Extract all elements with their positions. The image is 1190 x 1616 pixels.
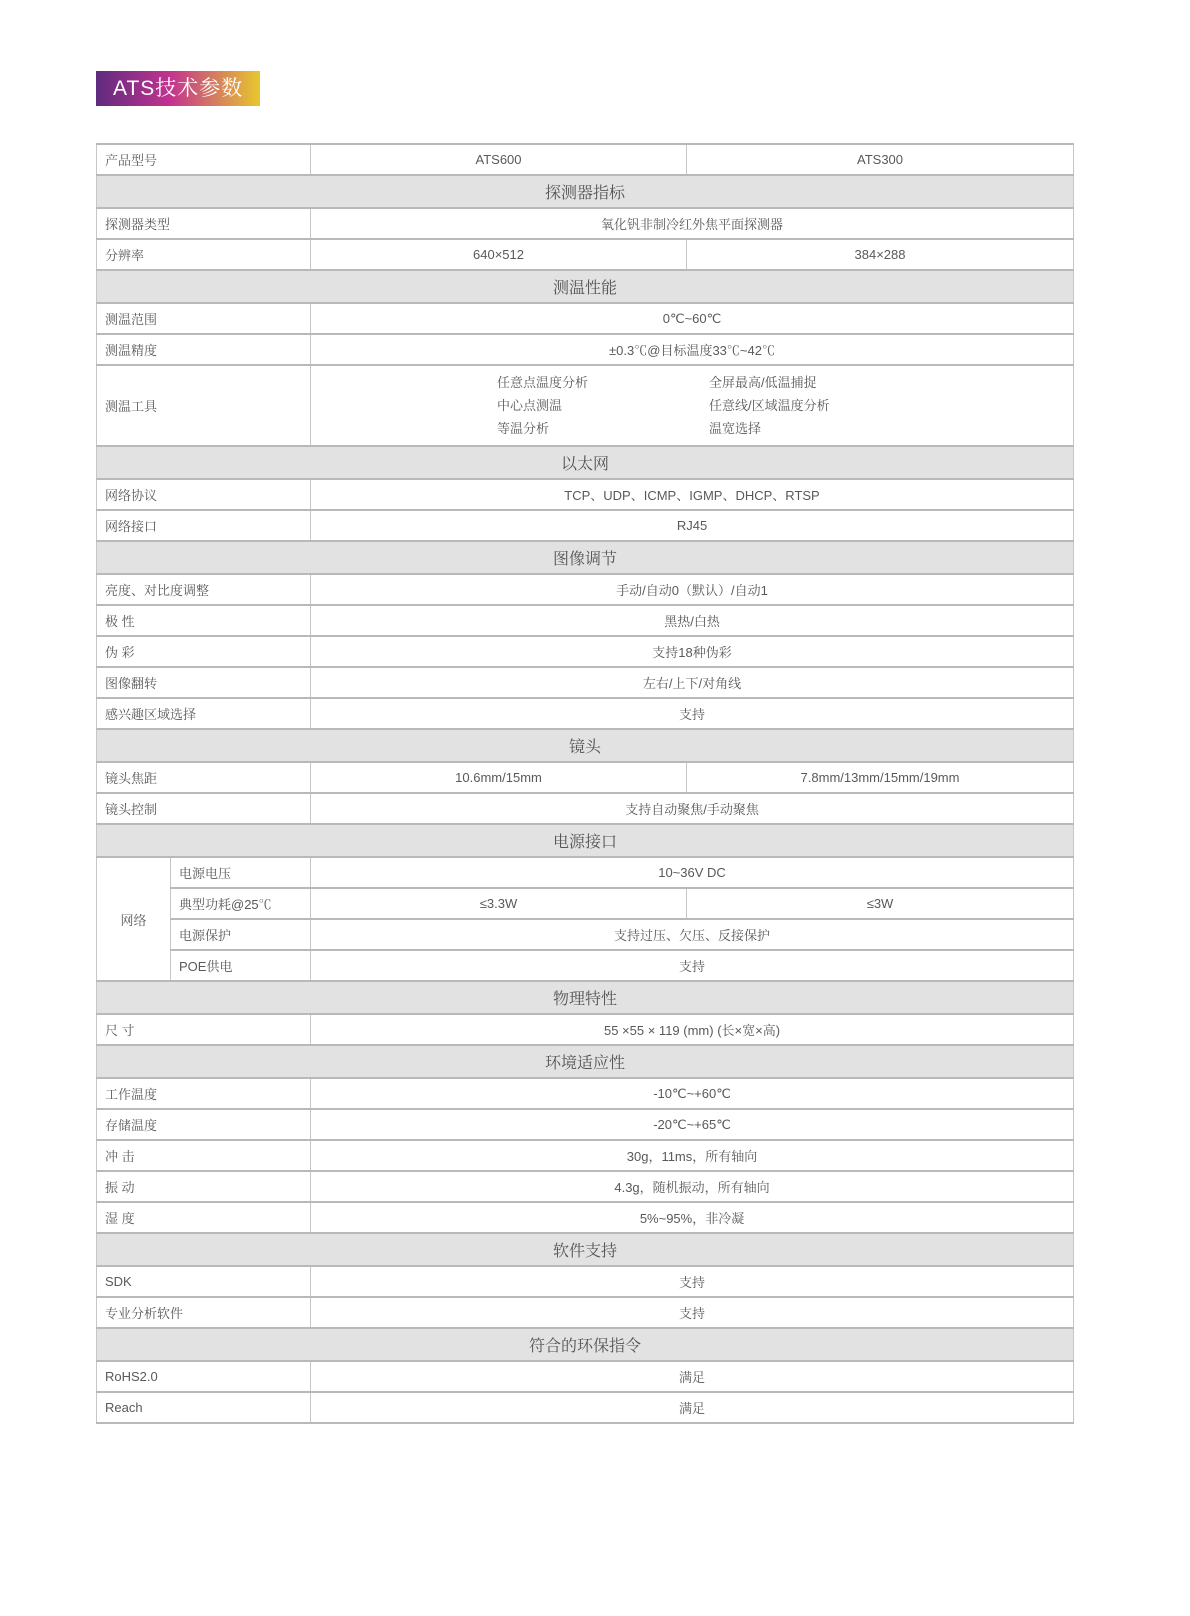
row-label: SDK bbox=[97, 1266, 311, 1297]
section-row bbox=[97, 1233, 1074, 1266]
section-header: 符合的环保指令 bbox=[97, 1328, 1074, 1361]
table-row bbox=[97, 1361, 1074, 1392]
table-row bbox=[97, 636, 1074, 667]
row-value: 黑热/白热 bbox=[311, 605, 1074, 636]
section-header: 环境适应性 bbox=[97, 1045, 1074, 1078]
section-header: 探测器指标 bbox=[97, 175, 1074, 208]
row-label: 图像翻转 bbox=[97, 667, 311, 698]
row-value: ATS600 bbox=[311, 144, 687, 175]
row-label: 产品型号 bbox=[97, 144, 311, 175]
row-label: 振 动 bbox=[97, 1171, 311, 1202]
section-row bbox=[97, 1045, 1074, 1078]
section-row bbox=[97, 446, 1074, 479]
table-row bbox=[97, 334, 1074, 365]
row-label: 镜头控制 bbox=[97, 793, 311, 824]
subrow-label: 电源电压 bbox=[171, 857, 311, 888]
tools-list bbox=[497, 371, 887, 440]
page-title: ATS技术参数 bbox=[113, 77, 244, 100]
table-row bbox=[97, 793, 1074, 824]
table-row bbox=[97, 605, 1074, 636]
row-value: 氧化钒非制冷红外焦平面探测器 bbox=[311, 208, 1074, 239]
row-label: 网络接口 bbox=[97, 510, 311, 541]
row-value: 支持18种伪彩 bbox=[311, 636, 1074, 667]
row-value: ≤3W bbox=[687, 888, 1074, 919]
tools-column bbox=[709, 371, 887, 440]
section-header: 测温性能 bbox=[97, 270, 1074, 303]
row-label: 探测器类型 bbox=[97, 208, 311, 239]
table-subrow bbox=[97, 857, 1074, 888]
row-value: 10~36V DC bbox=[311, 857, 1074, 888]
table-subrow bbox=[97, 888, 1074, 919]
row-label: 专业分析软件 bbox=[97, 1297, 311, 1328]
subrow-label: POE供电 bbox=[171, 950, 311, 981]
row-label: 镜头焦距 bbox=[97, 762, 311, 793]
row-value: 0℃~60℃ bbox=[311, 303, 1074, 334]
row-value: 5%~95%，非冷凝 bbox=[311, 1202, 1074, 1233]
table-row bbox=[97, 1109, 1074, 1140]
row-label: 存储温度 bbox=[97, 1109, 311, 1140]
table-row bbox=[97, 762, 1074, 793]
row-value: 支持 bbox=[311, 698, 1074, 729]
table-row-tools bbox=[97, 365, 1074, 446]
table-row bbox=[97, 1140, 1074, 1171]
row-label: 极 性 bbox=[97, 605, 311, 636]
row-value: ATS300 bbox=[687, 144, 1074, 175]
table-row bbox=[97, 698, 1074, 729]
table-row bbox=[97, 510, 1074, 541]
row-value: 55 ×55 × 119 (mm) (长×宽×高) bbox=[311, 1014, 1074, 1045]
table-subrow bbox=[97, 919, 1074, 950]
row-value: RJ45 bbox=[311, 510, 1074, 541]
row-label: 伪 彩 bbox=[97, 636, 311, 667]
tools-item: 等温分析 bbox=[497, 421, 550, 436]
row-value: -20℃~+65℃ bbox=[311, 1109, 1074, 1140]
row-value: 30g，11ms，所有轴向 bbox=[311, 1140, 1074, 1171]
table-row bbox=[97, 1266, 1074, 1297]
row-label: 冲 击 bbox=[97, 1140, 311, 1171]
section-row bbox=[97, 175, 1074, 208]
row-value: 384×288 bbox=[687, 239, 1074, 270]
row-label: 测温精度 bbox=[97, 334, 311, 365]
row-label: 亮度、对比度调整 bbox=[97, 574, 311, 605]
spec-table bbox=[96, 143, 1074, 1424]
row-value: 支持 bbox=[311, 1266, 1074, 1297]
row-label: 分辨率 bbox=[97, 239, 311, 270]
table-row bbox=[97, 144, 1074, 175]
row-value: 10.6mm/15mm bbox=[311, 762, 687, 793]
row-value: 满足 bbox=[311, 1361, 1074, 1392]
section-row bbox=[97, 270, 1074, 303]
section-row bbox=[97, 824, 1074, 857]
tools-item: 中心点测温 bbox=[497, 398, 563, 413]
table-row bbox=[97, 303, 1074, 334]
row-value: 手动/自动0（默认）/自动1 bbox=[311, 574, 1074, 605]
tools-item: 全屏最高/低温捕捉 bbox=[709, 375, 817, 390]
subrow-label: 电源保护 bbox=[171, 919, 311, 950]
tools-item: 任意线/区域温度分析 bbox=[709, 398, 830, 413]
row-value-list bbox=[311, 365, 1074, 446]
row-value: 支持过压、欠压、反接保护 bbox=[311, 919, 1074, 950]
table-row bbox=[97, 1171, 1074, 1202]
tools-column bbox=[497, 371, 675, 440]
section-header: 电源接口 bbox=[97, 824, 1074, 857]
row-label: 网络协议 bbox=[97, 479, 311, 510]
section-row bbox=[97, 981, 1074, 1014]
row-label: 湿 度 bbox=[97, 1202, 311, 1233]
row-value: 4.3g，随机振动，所有轴向 bbox=[311, 1171, 1074, 1202]
table-row bbox=[97, 667, 1074, 698]
row-value: 满足 bbox=[311, 1392, 1074, 1423]
tools-item: 温宽选择 bbox=[709, 421, 762, 436]
table-row bbox=[97, 1202, 1074, 1233]
row-label: 测温范围 bbox=[97, 303, 311, 334]
section-header: 镜头 bbox=[97, 729, 1074, 762]
section-row bbox=[97, 1328, 1074, 1361]
row-value: ≤3.3W bbox=[311, 888, 687, 919]
section-header: 图像调节 bbox=[97, 541, 1074, 574]
table-row bbox=[97, 1297, 1074, 1328]
row-label: 感兴趣区域选择 bbox=[97, 698, 311, 729]
table-subrow bbox=[97, 950, 1074, 981]
table-row bbox=[97, 574, 1074, 605]
table-row bbox=[97, 1392, 1074, 1423]
row-value: 7.8mm/13mm/15mm/19mm bbox=[687, 762, 1074, 793]
table-row bbox=[97, 1014, 1074, 1045]
table-row bbox=[97, 239, 1074, 270]
group-label: 网络 bbox=[97, 857, 171, 981]
row-value: -10℃~+60℃ bbox=[311, 1078, 1074, 1109]
table-row bbox=[97, 1078, 1074, 1109]
row-value: 支持自动聚焦/手动聚焦 bbox=[311, 793, 1074, 824]
section-row bbox=[97, 729, 1074, 762]
table-row bbox=[97, 479, 1074, 510]
section-header: 物理特性 bbox=[97, 981, 1074, 1014]
row-value: TCP、UDP、ICMP、IGMP、DHCP、RTSP bbox=[311, 479, 1074, 510]
row-value: 640×512 bbox=[311, 239, 687, 270]
row-label: 工作温度 bbox=[97, 1078, 311, 1109]
row-label: 测温工具 bbox=[97, 365, 311, 446]
row-value: 左右/上下/对角线 bbox=[311, 667, 1074, 698]
row-label: RoHS2.0 bbox=[97, 1361, 311, 1392]
row-value: 支持 bbox=[311, 950, 1074, 981]
subrow-label: 典型功耗@25℃ bbox=[171, 888, 311, 919]
section-header: 软件支持 bbox=[97, 1233, 1074, 1266]
row-value: ±0.3℃@目标温度33℃~42℃ bbox=[311, 334, 1074, 365]
section-header: 以太网 bbox=[97, 446, 1074, 479]
page-title-badge bbox=[96, 71, 260, 106]
row-label: Reach bbox=[97, 1392, 311, 1423]
row-label: 尺 寸 bbox=[97, 1014, 311, 1045]
row-value: 支持 bbox=[311, 1297, 1074, 1328]
section-row bbox=[97, 541, 1074, 574]
table-row bbox=[97, 208, 1074, 239]
tools-item: 任意点温度分析 bbox=[497, 375, 589, 390]
